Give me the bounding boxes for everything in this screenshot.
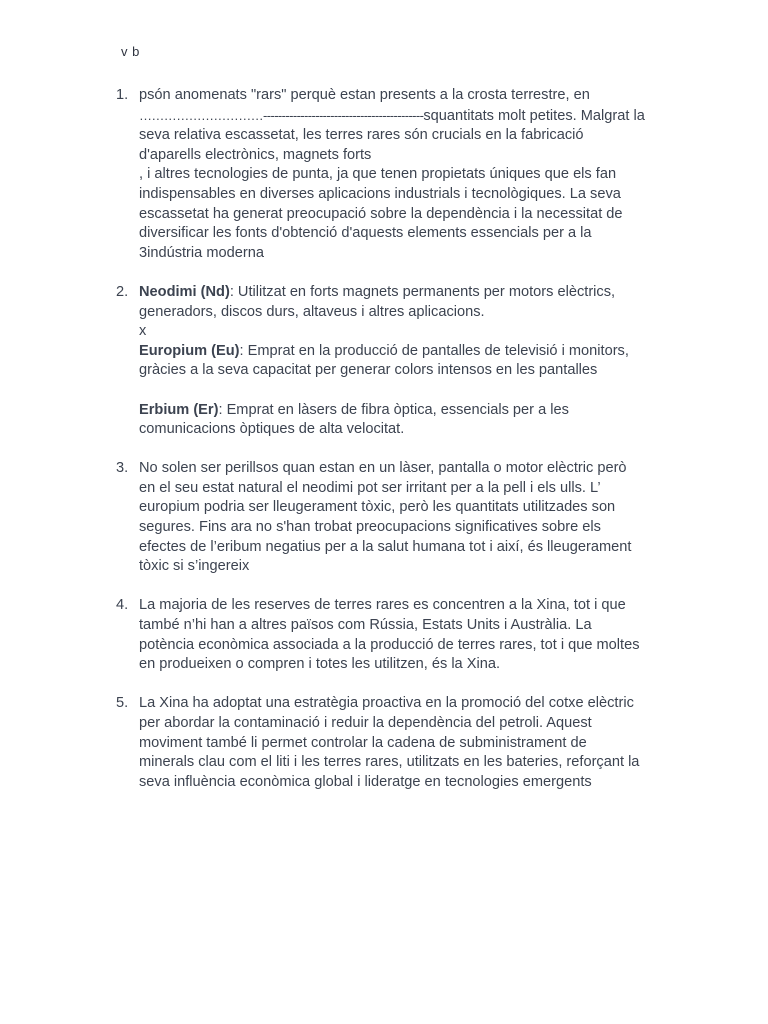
stray-character: x bbox=[139, 323, 147, 340]
text-line: escassetat ha generat preocupació sobre la dependència i la necessitat de bbox=[139, 205, 623, 222]
list-number: 1. bbox=[116, 87, 129, 103]
text-line: d'aparells electrònics, magnets forts bbox=[139, 146, 372, 163]
text-line: seva relativa escassetat, les terres rares són crucials en la fabricació bbox=[139, 127, 584, 144]
list-number: 5. bbox=[116, 695, 129, 712]
text-line: La majoria de les reserves de terres rares es concentren a la Xina, tot i que bbox=[139, 597, 626, 614]
text-line: efectes de l’eribum negatius per a la salut humana tot i així, és lleugerament bbox=[139, 538, 632, 555]
text-line: també n’hi han a altres països com Rússia, Estats Units i Austràlia. La bbox=[139, 617, 592, 634]
text-line: , i altres tecnologies de punta, ja que tenen propietats úniques que els fan bbox=[139, 166, 617, 183]
text-line bbox=[139, 283, 679, 303]
text-line: indispensables en diverses aplicacions industrials i tecnològiques. La seva bbox=[139, 185, 621, 202]
text-line: La Xina ha adoptat una estratègia proactiva en la promoció del cotxe elèctric bbox=[139, 695, 634, 712]
text-line: seva influència econòmica global i lideratge en tecnologies emergents bbox=[139, 773, 592, 790]
list-number: 3. bbox=[116, 460, 129, 477]
text-fragment: : Emprat en la producció de pantalles de televisió i monitors, bbox=[239, 342, 629, 359]
text-fragment: squantitats molt petites. Malgrat la bbox=[423, 107, 645, 124]
text-fragment: : Utilitzat en forts magnets permanents per motors elèctrics, bbox=[229, 283, 616, 300]
text-line: minerals clau com el liti i les terres rares, utilitzats en les bateries, reforçant la bbox=[139, 754, 640, 771]
text-line: gràcies a la seva capacitat per generar colors intensos en les pantalles bbox=[139, 362, 598, 379]
text-line: generadors, discos durs, altaveus i altres aplicacions. bbox=[139, 303, 485, 320]
text-line: segures. Fins ara no s'han trobat preocupacions significatives sobre els bbox=[139, 519, 601, 536]
list-number: 2. bbox=[116, 283, 129, 300]
text-fragment: : Emprat en làsers de fibra òptica, essencials per a les bbox=[218, 401, 569, 418]
text-line: 3indústria moderna bbox=[139, 244, 264, 261]
dotted-fill: ………………………… bbox=[139, 107, 264, 123]
element-term-neodimi: Neodimi (Nd) bbox=[139, 283, 230, 300]
list-item-2 bbox=[0, 283, 679, 440]
list-number: 4. bbox=[116, 597, 129, 614]
text-line: comunicacions òptiques de alta velocitat. bbox=[139, 421, 405, 438]
text-line bbox=[139, 342, 679, 362]
list-item-1 bbox=[0, 86, 679, 263]
text-line: en el seu estat natural el neodimi pot ser irritant per a la pell i els ulls. L’ bbox=[139, 479, 601, 496]
text-line: moviment també li permet controlar la cadena de subministrament de bbox=[139, 734, 587, 751]
list-item-4 bbox=[0, 596, 679, 674]
text-line: No solen ser perillsos quan estan en un làser, pantalla o motor elèctric però bbox=[139, 460, 627, 477]
list-item-3 bbox=[0, 459, 679, 577]
text-line: psón anomenats "rars" perquè estan presents a la crosta terrestre, en bbox=[139, 87, 590, 103]
text-line: per abordar la contaminació i reduir la dependència del petroli. Aquest bbox=[139, 715, 592, 731]
text-line bbox=[139, 401, 679, 421]
text-line: diversificar les fonts d'obtenció d'aquests elements essencials per a la bbox=[139, 225, 592, 242]
text-line: tòxic si s’ingereix bbox=[139, 558, 250, 575]
blank-line bbox=[139, 381, 679, 401]
answer-list bbox=[0, 86, 768, 812]
list-item-5 bbox=[0, 694, 679, 792]
header-note: v b bbox=[121, 44, 140, 59]
text-line: en produeixen o compren i totes les utilitzen, és la Xina. bbox=[139, 656, 500, 673]
text-line: europium podria ser lleugerament tòxic, però les quantitats utilitzades son bbox=[139, 499, 616, 516]
text-line bbox=[139, 106, 679, 127]
text-line: potència econòmica associada a la producció de terres rares, tot i que moltes bbox=[139, 636, 640, 653]
dashed-fill: ------------------------------------------- bbox=[263, 107, 424, 123]
element-term-europium: Europium (Eu) bbox=[139, 342, 240, 359]
element-term-erbium: Erbium (Er) bbox=[139, 401, 219, 418]
